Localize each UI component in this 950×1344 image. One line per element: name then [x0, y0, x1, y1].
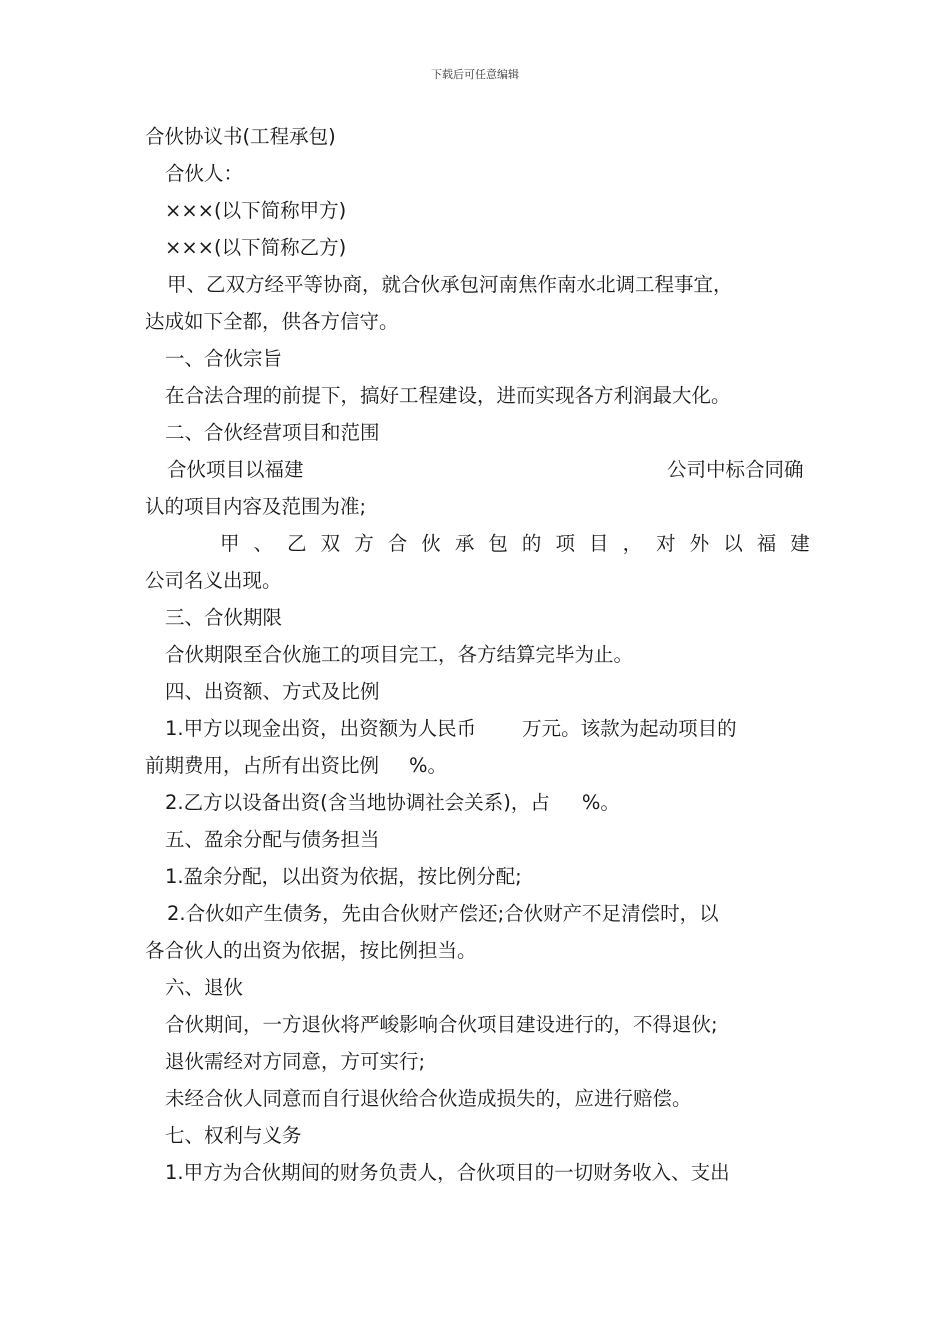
spaced-char: 、 [253, 532, 274, 555]
spaced-char: 建 [790, 532, 810, 555]
spaced-char: 双 [320, 532, 341, 555]
section-3-title: 三、合伙期限 [165, 606, 283, 629]
section-6-para-2: 退伙需经对方同意，方可实行; [165, 1050, 426, 1073]
section-2-para-1-right: 公司中标合同确 [667, 458, 804, 481]
section-4-para-2-a: 2.乙方以设备出资(含当地协调社会关系)，占 [165, 791, 550, 814]
section-2-title: 二、合伙经营项目和范围 [165, 421, 380, 444]
spaced-char: 目 [589, 532, 609, 555]
section-5-title: 五、盈余分配与债务担当 [165, 828, 380, 851]
intro-line-2: 达成如下全都，供各方信守。 [145, 310, 399, 333]
section-4-para-1-b: 万元。该款为起动项目的 [522, 717, 737, 740]
intro-line-1: 甲、乙双方经平等协商，就合伙承包河南焦作南水北调工程事宜， [167, 273, 733, 296]
section-6-para-1: 合伙期间，一方退伙将严峻影响合伙项目建设进行的，不得退伙; [165, 1013, 718, 1036]
section-6-para-3: 未经合伙人同意而自行退伙给合伙造成损失的，应进行赔偿。 [165, 1087, 692, 1110]
section-2-para-1-cont: 认的项目内容及范围为准; [145, 495, 367, 518]
spaced-char: 乙 [287, 532, 307, 555]
section-4-title: 四、出资额、方式及比例 [165, 680, 380, 703]
spaced-char: 项 [555, 532, 575, 555]
spaced-char: 包 [488, 532, 508, 555]
section-7-para-1: 1.甲方为合伙期间的财务负责人，合伙项目的一切财务收入、支出 [165, 1161, 730, 1184]
section-6-title: 六、退伙 [165, 976, 244, 999]
spaced-char: 的 [521, 532, 542, 555]
section-2-para-1-left: 合伙项目以福建 [167, 458, 304, 481]
page-header: 下载后可任意编辑 [431, 68, 519, 81]
section-4-para-1 [145, 710, 810, 747]
spaced-char: 伙 [421, 532, 441, 555]
spaced-char: 外 [689, 532, 710, 555]
party-b: ×××(以下简称乙方) [165, 236, 347, 259]
section-4-para-2 [145, 784, 810, 821]
section-5-para-2-cont: 各合伙人的出资为依据，按比例担当。 [145, 939, 477, 962]
section-2-para-2-cont: 公司名义出现。 [145, 569, 282, 592]
section-4-para-1-cont [145, 747, 810, 784]
section-5-para-1: 1.盈余分配，以出资为依据，按比例分配; [165, 865, 522, 888]
section-1-text: 在合法合理的前提下，搞好工程建设，进而实现各方利润最大化。 [165, 384, 731, 407]
section-1-title: 一、合伙宗旨 [165, 347, 283, 370]
section-2-para-2 [145, 525, 810, 562]
spaced-char: 合 [387, 532, 408, 555]
section-4-para-1-c: 前期费用，占所有出资比例 [145, 754, 380, 777]
section-5-para-2: 2.合伙如产生债务，先由合伙财产偿还;合伙财产不足清偿时，以 [167, 902, 719, 925]
partners-label: 合伙人： [165, 162, 244, 185]
spaced-char: 承 [454, 532, 475, 555]
spaced-char: 方 [354, 532, 374, 555]
document-body [145, 118, 810, 1191]
section-3-text: 合伙期限至合伙施工的项目完工，各方结算完毕为止。 [165, 643, 634, 666]
section-4-para-2-b: %。 [581, 791, 620, 814]
section-4-para-1-a: 1.甲方以现金出资，出资额为人民币 [165, 717, 477, 740]
section-2-para-1 [145, 451, 810, 488]
section-7-title: 七、权利与义务 [165, 1124, 302, 1147]
party-a: ×××(以下简称甲方) [165, 199, 347, 222]
section-4-para-1-d: %。 [409, 754, 448, 777]
spaced-char: 对 [656, 532, 676, 555]
spaced-char: ， [622, 532, 643, 555]
spaced-char: 福 [756, 532, 777, 555]
document-title: 合伙协议书(工程承包) [145, 125, 336, 148]
spaced-char: 甲 [220, 532, 240, 555]
spaced-char: 以 [723, 532, 743, 555]
